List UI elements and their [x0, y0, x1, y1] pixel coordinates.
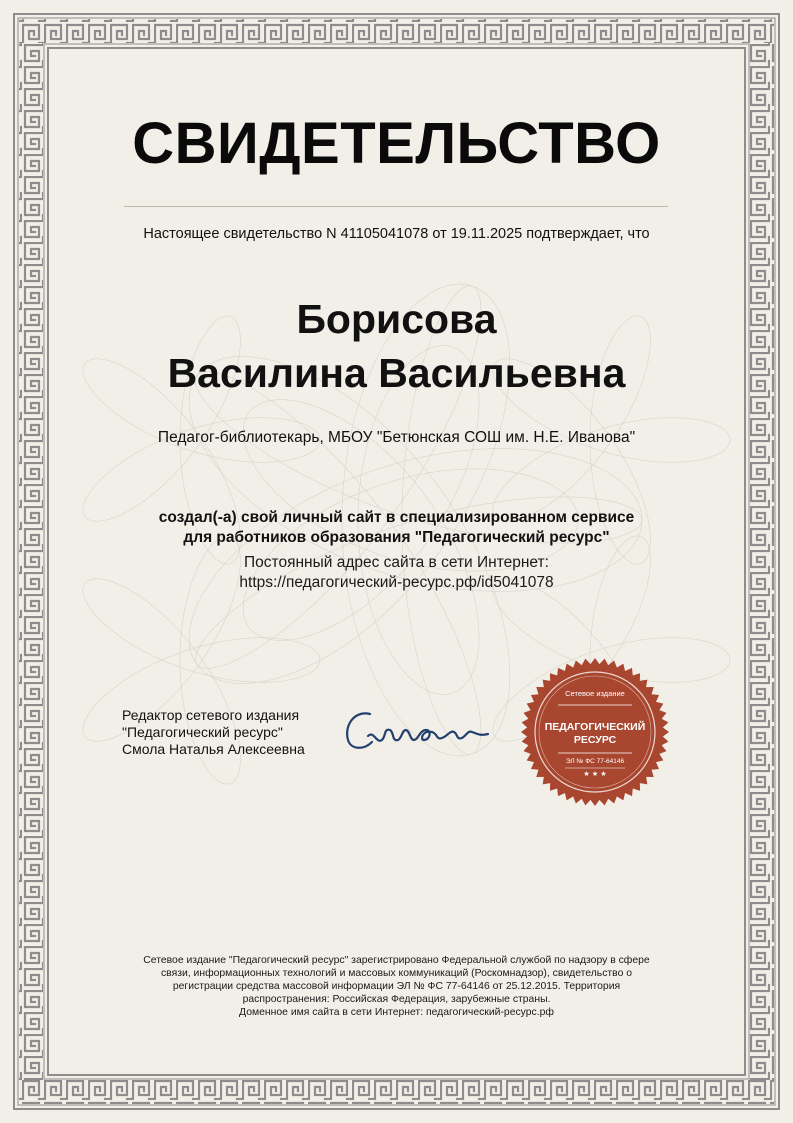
- editor-signature: [340, 700, 500, 760]
- editor-block: [122, 707, 305, 758]
- editor-line-1: Редактор сетевого издания: [122, 707, 300, 723]
- footer-line-3: регистрации средства массовой информации ЭЛ № ФС 77-64146 от 25.12.2015. Территория: [172, 981, 621, 992]
- footer-line-4: распространения: Российская Федерация, зарубежные страны.: [242, 994, 551, 1005]
- seal-stars-icon: ★ ★ ★: [583, 770, 607, 778]
- title-divider: [124, 206, 668, 207]
- site-address-block: [0, 553, 793, 593]
- achievement-line-2: для работников образования "Педагогический ресурс": [183, 529, 610, 546]
- recipient-given-names: Василина Васильевна: [167, 350, 626, 396]
- publication-seal: [520, 657, 670, 807]
- site-address-label: Постоянный адрес сайта в сети Интернет:: [244, 554, 549, 571]
- site-address-url: https://педагогический-ресурс.рф/id5041078: [239, 574, 554, 591]
- seal-name-line-1: ПЕДАГОГИЧЕСКИЙ: [544, 721, 646, 733]
- editor-line-2: "Педагогический ресурс": [122, 724, 283, 740]
- achievement-text: [0, 508, 793, 548]
- footer-line-1: Сетевое издание "Педагогический ресурс" зарегистрировано Федеральной службой по надзору в сфере: [143, 955, 650, 966]
- footer-registration-note: [110, 954, 683, 1019]
- certificate-title: СВИДЕТЕЛЬСТВО: [132, 111, 661, 176]
- footer-line-2: связи, информационных технологий и массовых коммуникаций (Роскомнадзор), свидетельство о: [160, 968, 633, 979]
- seal-name-line-2: РЕСУРС: [573, 734, 617, 746]
- editor-name: Смола Наталья Алексеевна: [122, 741, 305, 757]
- recipient-position: Педагог-библиотекарь, МБОУ "Бетюнская СОШ им. Н.Е. Иванова": [157, 429, 636, 446]
- recipient-surname: Борисова: [296, 296, 497, 342]
- achievement-line-1: создал(-а) свой личный сайт в специализированном сервисе: [158, 509, 635, 526]
- certificate-intro: Настоящее свидетельство N 41105041078 от 19.11.2025 подтверждает, что: [143, 226, 650, 242]
- seal-top-text: Сетевое издание: [565, 689, 625, 698]
- seal-registration: ЭЛ № ФС 77-64146: [565, 758, 625, 765]
- footer-line-5: Доменное имя сайта в сети Интернет: педагогический-ресурс.рф: [239, 1007, 554, 1018]
- recipient-name: [0, 292, 793, 400]
